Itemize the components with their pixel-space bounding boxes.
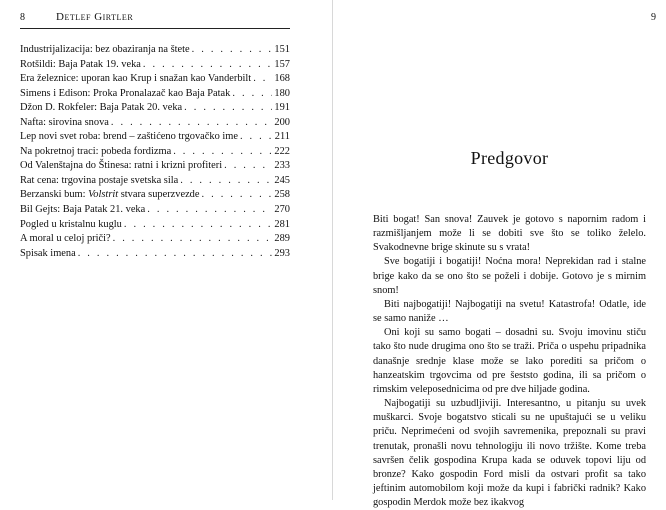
toc-leader-dots <box>232 87 272 102</box>
toc-entry <box>20 159 290 174</box>
toc-leader-dots <box>253 72 272 87</box>
running-header <box>20 10 290 29</box>
toc-entry-page: 180 <box>274 87 290 99</box>
toc-entry <box>20 247 290 262</box>
toc-entry <box>20 203 290 218</box>
toc-entry-page: 258 <box>274 189 290 201</box>
toc-entry-title: Simens i Edison: Proka Pronalazač kao Baja Patak <box>20 87 231 99</box>
toc-entry-page: 191 <box>274 102 290 114</box>
toc-entry <box>20 116 290 131</box>
toc-entry-title: Od Valenštajna do Štinesa: ratni i krizni profiteri <box>20 160 223 172</box>
paragraph: Biti najbogatiji! Najbogatiji na svetu! Katastrofa! Odatle, ide se samo naniže … <box>373 298 646 325</box>
paragraph: Biti bogat! San snova! Zauvek je gotovo s napornim radom i razmišljanjem može li se dobiti sve što se toliko želelo. Svakodnevne brige skinute su s vrata! <box>373 214 646 254</box>
toc-leader-dots <box>124 218 273 233</box>
toc-italic-term: Volstrit <box>88 189 119 201</box>
toc-entry-page: 151 <box>274 44 290 55</box>
toc-entry-page: 245 <box>274 174 290 186</box>
toc-entry-title: A moral u celoj priči? <box>20 233 111 245</box>
paragraph: Sve bogatiji i bogatiji! Noćna mora! Neprekidan rad i stalne brige kako da se ono što se poželi i dobije. Gotovo je s mirnim snom! <box>373 256 646 296</box>
left-page <box>0 0 333 500</box>
page-number-left: 8 <box>20 12 25 23</box>
toc-entry-title: Rat cena: trgovina postaje svetska sila <box>20 174 179 186</box>
toc-entry <box>20 232 290 247</box>
toc-entry-page: 289 <box>274 233 290 245</box>
paragraph: Najbogatiji su uzbudljiviji. Interesantno, u pitanju su uvek muškarci. Svoje bogatstvo sticali su ne upuštajući se u veliku priču. Neprimećeni od svojih savremenika, prepoznali su pravi trenutak, pronašli novu tehnologiju ili novo tržište. Kome treba savršen čelik gospodina Krupa kada se oduvek topovi liju od bronze? Kako gospodin Ford misli da ostvari profit sa tako jeftinim automobilom koji može da kupi i fabrički radnik? Kako gospodin Merdok može bez ikakvog <box>373 398 646 509</box>
toc-entry <box>20 58 290 73</box>
toc-entry-page: 293 <box>274 247 290 259</box>
toc-entry <box>20 43 290 58</box>
toc-entry-title: Pogled u kristalnu kuglu <box>20 218 122 230</box>
toc-entry <box>20 72 290 87</box>
toc-entry-title: Nafta: sirovina snova <box>20 116 109 128</box>
toc-entry-page: 233 <box>274 160 290 172</box>
toc-entry-title: Rotšildi: Baja Patak 19. veka <box>20 58 141 70</box>
table-of-contents <box>20 43 290 261</box>
toc-leader-dots <box>147 203 272 218</box>
toc-entry <box>20 101 290 116</box>
page-number-right: 9 <box>651 12 656 23</box>
toc-entry <box>20 87 290 102</box>
running-head-author: Detlef Girtler <box>56 11 134 23</box>
toc-leader-dots <box>202 188 273 203</box>
toc-entry-title: Bil Gejts: Baja Patak 21. veka <box>20 204 146 216</box>
toc-entry-title: Lep novi svet roba: brend – zaštićeno trgovačko ime <box>20 131 238 143</box>
toc-entry-title: Era železnice: uporan kao Krup i snažan kao Vanderbilt <box>20 73 252 85</box>
toc-leader-dots <box>224 159 272 174</box>
toc-entry-title: Na pokretnoj traci: pobeda fordizma <box>20 145 172 157</box>
toc-leader-dots <box>184 101 272 116</box>
toc-leader-dots <box>113 232 273 247</box>
toc-leader-dots <box>111 116 273 131</box>
toc-entry <box>20 130 290 145</box>
toc-entry <box>20 218 290 233</box>
toc-leader-dots <box>173 145 272 160</box>
toc-entry-page: 270 <box>274 204 290 216</box>
toc-leader-dots <box>78 247 273 262</box>
toc-entry-page: 200 <box>274 116 290 128</box>
toc-entry-title: Spisak imena <box>20 247 76 259</box>
toc-entry-title: Berzanski bum: Volstrit stvara superzvezde <box>20 189 200 201</box>
toc-entry-page: 168 <box>274 73 290 85</box>
chapter-title: Predgovor <box>470 148 549 168</box>
toc-entry-title: Džon D. Rokfeler: Baja Patak 20. veka <box>20 102 183 114</box>
toc-entry <box>20 188 290 203</box>
toc-leader-dots <box>192 43 273 58</box>
chapter-body <box>373 213 646 510</box>
toc-entry-page: 157 <box>274 58 290 70</box>
toc-entry <box>20 145 290 160</box>
toc-leader-dots <box>180 174 272 189</box>
right-page <box>333 0 666 509</box>
toc-leader-dots <box>143 58 272 73</box>
toc-entry-title: Industrijalizacija: bez obaziranja na štete <box>20 44 190 55</box>
toc-leader-dots <box>240 130 273 145</box>
toc-entry <box>20 174 290 189</box>
toc-entry-page: 211 <box>274 131 290 143</box>
toc-entry-page: 281 <box>274 218 290 230</box>
toc-entry-page: 222 <box>274 145 290 157</box>
paragraph: Oni koji su samo bogati – dosadni su. Svoju imovinu stiču tako što nude drugima ono što se traži. Priča o uspehu pripadnika današnje srednje klase može se lako porediti sa pričom o hanzeatskim trgovcima od pre šeststo godina, ili sa pričom o rimskim veleposednicima od pre dve hiljade godina. <box>373 327 646 395</box>
